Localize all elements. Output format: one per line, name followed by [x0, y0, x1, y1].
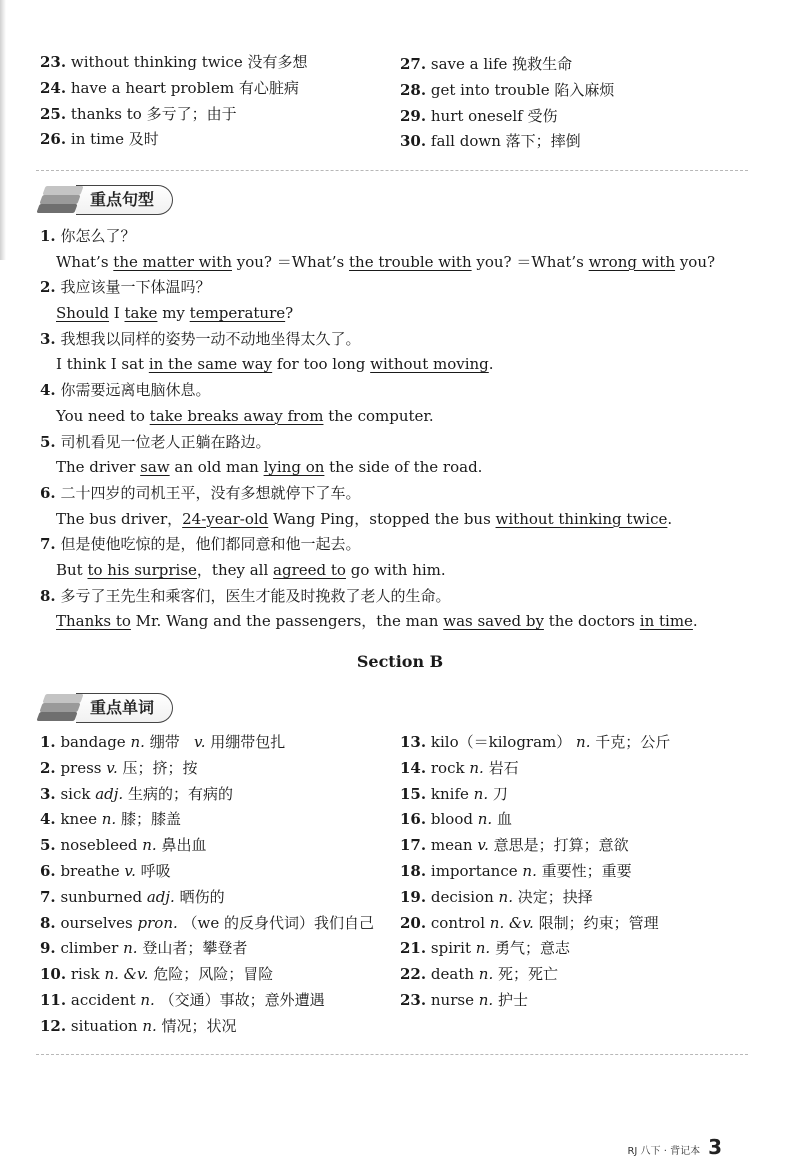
- item-number: 10.: [40, 965, 67, 984]
- word: situation: [70, 1016, 138, 1035]
- item-number: 13.: [400, 733, 427, 751]
- answer-underlined: in time: [639, 612, 693, 631]
- part-of-speech: pron.: [137, 913, 178, 932]
- meaning: 鼻出血: [161, 836, 207, 855]
- answer-underlined: the matter with: [113, 252, 232, 271]
- phrase-item: [400, 104, 760, 130]
- section-title: Section B: [356, 652, 444, 671]
- phrase-text: save a life 挽救生命: [430, 55, 573, 73]
- word: breathe: [60, 861, 120, 880]
- chinese-text: 你需要远离电脑休息。: [60, 381, 211, 400]
- item-number: 6.: [40, 861, 56, 880]
- part-of-speech: adj.: [146, 887, 175, 906]
- word-item: [40, 807, 400, 833]
- part-of-speech: n.: [140, 990, 155, 1009]
- meaning: 压；挤；按: [122, 758, 198, 777]
- chinese-text: 我应该量一下体温吗？: [60, 278, 211, 297]
- heading-label: 重点句型: [76, 185, 173, 215]
- part-of-speech: n.: [475, 939, 491, 958]
- item-number: 9.: [40, 939, 56, 958]
- sentence-english: [40, 250, 760, 276]
- chinese-text: 二十四岁的司机王平，没有多想就停下了车。: [60, 483, 361, 502]
- part-of-speech: n.: [473, 784, 489, 803]
- phrase-text: without thinking twice 没有多想: [70, 53, 308, 71]
- meaning: （we 的反身代词）我们自己: [182, 913, 375, 932]
- answer-underlined: without thinking twice: [495, 509, 668, 528]
- sentence-chinese: [40, 275, 760, 301]
- chinese-text: 司机看见一位老人正躺在路边。: [60, 432, 271, 451]
- word: knee: [60, 810, 97, 829]
- answer-underlined: in the same way: [148, 355, 273, 374]
- answer-underlined: Thanks to: [56, 612, 131, 631]
- item-number: 23.: [40, 53, 67, 71]
- phrase-item: [40, 76, 400, 102]
- word-item: [400, 807, 760, 833]
- phrase-list: [40, 50, 760, 155]
- word: mean: [430, 836, 473, 855]
- sentence-text: my: [157, 304, 190, 323]
- item-number: 21.: [400, 939, 427, 958]
- answer-underlined: lying on: [263, 458, 325, 477]
- answer-underlined: temperature: [189, 304, 286, 323]
- word-item: [40, 911, 400, 937]
- word-item: [40, 782, 400, 808]
- phrase-text: have a heart problem 有心脏病: [70, 78, 299, 97]
- item-number: 2.: [40, 758, 56, 777]
- phrase-text: fall down 落下；摔倒: [430, 132, 581, 151]
- meaning: 生病的；有病的: [127, 784, 233, 803]
- meaning: 绷带: [149, 733, 180, 751]
- sentence-chinese: [40, 430, 760, 456]
- item-number: 4.: [40, 810, 56, 829]
- item-number: 15.: [400, 784, 427, 803]
- word-item: [400, 962, 760, 988]
- item-number: 5.: [40, 836, 56, 855]
- item-number: 5.: [40, 432, 56, 451]
- sentence-text: Wang Ping，stopped the bus: [268, 509, 496, 528]
- item-number: 25.: [40, 104, 67, 123]
- word: death: [430, 965, 475, 984]
- part-of-speech: v.: [477, 836, 489, 855]
- item-number: 30.: [400, 132, 427, 151]
- chinese-text: 你怎么了？: [60, 227, 136, 245]
- answer-underlined: take breaks away from: [149, 406, 324, 425]
- sentence-text: I: [109, 304, 125, 323]
- word: rock: [430, 758, 465, 777]
- item-number: 11.: [40, 990, 67, 1009]
- word-item: [400, 988, 760, 1014]
- meaning: 护士: [497, 990, 528, 1009]
- word-list: [40, 730, 760, 1040]
- sentence-english: [40, 609, 760, 635]
- part-of-speech: n.: [123, 939, 138, 958]
- meaning: 意思是；打算；意欲: [493, 836, 629, 855]
- item-number: 28.: [400, 80, 427, 99]
- word: sunburned: [60, 887, 143, 906]
- part-of-speech: n.: [522, 861, 537, 880]
- word-item: [400, 911, 760, 937]
- sentence-text: But: [56, 560, 88, 579]
- item-number: 3.: [40, 784, 56, 803]
- word: importance: [430, 861, 518, 880]
- part-of-speech: n.: [478, 990, 494, 1009]
- word: press: [60, 758, 102, 777]
- phrase-item: [40, 102, 400, 128]
- sentence-english: [40, 507, 760, 533]
- heading-key-sentences: [36, 182, 173, 218]
- word: blood: [430, 810, 473, 829]
- word: kilo（＝kilogram）: [430, 733, 572, 751]
- part-of-speech: n.: [469, 758, 484, 777]
- sentence-text: I think I sat: [56, 355, 149, 374]
- part-of-speech: n.: [498, 887, 513, 906]
- part-of-speech: n.: [576, 733, 591, 751]
- sentence-text: The driver: [56, 458, 141, 477]
- word: bandage: [60, 733, 126, 751]
- item-number: 18.: [400, 861, 427, 880]
- sentence-text: The bus driver，: [56, 509, 183, 528]
- item-number: 16.: [400, 810, 427, 829]
- word: nosebleed: [60, 836, 138, 855]
- word: risk: [70, 965, 100, 984]
- sentence-english: [40, 301, 760, 327]
- sentence-text: you? ＝What’s: [232, 252, 350, 271]
- item-number: 20.: [400, 913, 427, 932]
- item-number: 4.: [40, 381, 56, 400]
- item-number: 7.: [40, 887, 56, 906]
- word-column-left: [40, 730, 400, 1040]
- phrase-item: [400, 52, 760, 78]
- word-item: [400, 782, 760, 808]
- item-number: 8.: [40, 586, 56, 605]
- item-number: 2.: [40, 278, 56, 297]
- meaning: 重要性；重要: [541, 861, 632, 880]
- meaning: （交通）事故；意外遭遇: [159, 990, 325, 1009]
- meaning: 死；死亡: [498, 965, 559, 984]
- part-of-speech: v.: [124, 861, 136, 880]
- item-number: 14.: [400, 758, 427, 777]
- meaning: 登山者；攀登者: [142, 939, 248, 958]
- sentence-text: the doctors: [543, 612, 640, 631]
- item-number: 12.: [40, 1016, 67, 1035]
- word-item: [400, 730, 760, 756]
- answer-underlined: 24-year-old: [182, 509, 269, 528]
- sentence-english: [40, 352, 760, 378]
- word-item: [40, 936, 400, 962]
- item-number: 26.: [40, 130, 67, 149]
- sentence-text: for too long: [272, 355, 371, 374]
- word: accident: [70, 990, 136, 1009]
- sentence-list: [40, 224, 760, 635]
- meaning: 刀: [492, 784, 508, 803]
- sentence-text: you?: [675, 252, 716, 271]
- meaning: 呼吸: [140, 861, 171, 880]
- sentence-text: You need to: [56, 406, 150, 425]
- sentence-text: .: [667, 509, 673, 528]
- item-number: 8.: [40, 913, 56, 932]
- phrase-item: [40, 127, 400, 153]
- phrase-item: [40, 50, 400, 76]
- word-item: [400, 859, 760, 885]
- answer-underlined: without moving: [370, 355, 489, 374]
- answer-underlined: wrong with: [588, 252, 676, 271]
- part-of-speech: n.: [101, 810, 117, 829]
- part-of-speech: v.: [106, 758, 118, 777]
- chinese-text: 我想我以同样的姿势一动不动地坐得太久了。: [60, 329, 361, 348]
- books-icon: [36, 692, 80, 724]
- phrase-item: [400, 78, 760, 104]
- page-number: 3: [708, 1135, 722, 1159]
- phrase-text: hurt oneself 受伤: [430, 106, 558, 125]
- meaning: 岩石: [488, 758, 519, 777]
- heading-key-words: [36, 690, 173, 726]
- word-item: [400, 756, 760, 782]
- meaning: 危险；风险；冒险: [153, 965, 274, 984]
- part-of-speech: n.: [142, 1016, 157, 1035]
- footer-label: RJ 八下 · 背记本: [627, 1146, 701, 1157]
- word-item: [40, 833, 400, 859]
- item-number: 29.: [400, 106, 427, 125]
- meaning: 情况；状况: [161, 1016, 237, 1035]
- word: climber: [60, 939, 119, 958]
- phrase-item: [400, 129, 760, 155]
- answer-underlined: the trouble with: [349, 252, 472, 271]
- word-item: [40, 962, 400, 988]
- answer-underlined: Should: [56, 304, 110, 323]
- part-of-speech: n. &v.: [104, 965, 149, 984]
- sentence-text: Mr. Wang and the passengers，the man: [130, 612, 444, 631]
- word-item: [40, 885, 400, 911]
- sentence-text: ，they all: [196, 560, 274, 579]
- word: ourselves: [60, 913, 133, 932]
- part-of-speech: n.: [477, 810, 493, 829]
- word-item: [40, 1014, 400, 1040]
- sentence-chinese: [40, 327, 760, 353]
- meaning: 晒伤的: [179, 887, 225, 906]
- sentence-chinese: [40, 532, 760, 558]
- answer-underlined: to his surprise: [87, 560, 197, 579]
- sentence-chinese: [40, 481, 760, 507]
- answer-underlined: agreed to: [273, 560, 346, 579]
- phrase-text: in time 及时: [70, 130, 159, 149]
- sentence-english: [40, 455, 760, 481]
- phrase-column-left: [40, 50, 400, 155]
- sentence-chinese: [40, 584, 760, 610]
- meaning: 千克；公斤: [595, 733, 671, 751]
- answer-underlined: was saved by: [443, 612, 544, 631]
- sentence-english: [40, 404, 760, 430]
- word-item: [40, 756, 400, 782]
- meaning: 用绷带包扎: [210, 733, 286, 751]
- word-item: [400, 833, 760, 859]
- phrase-text: thanks to 多亏了；由于: [70, 104, 237, 123]
- word: spirit: [430, 939, 471, 958]
- sentence-text: the computer.: [323, 406, 434, 425]
- heading-label: 重点单词: [76, 693, 173, 723]
- word-item: [40, 730, 400, 756]
- books-icon: [36, 184, 80, 216]
- divider: [36, 170, 748, 171]
- item-number: 7.: [40, 535, 56, 554]
- part-of-speech: n.: [478, 965, 494, 984]
- item-number: 24.: [40, 78, 67, 97]
- part-of-speech: n.: [130, 733, 145, 751]
- meaning: 血: [496, 810, 512, 829]
- meaning: 勇气；意志: [494, 939, 570, 958]
- item-number: 3.: [40, 329, 56, 348]
- word: control: [430, 913, 486, 932]
- phrase-text: get into trouble 陷入麻烦: [430, 80, 615, 99]
- divider: [36, 1054, 748, 1055]
- part-of-speech: adj.: [95, 784, 124, 803]
- meaning: 膝；膝盖: [120, 810, 181, 829]
- item-number: 6.: [40, 483, 56, 502]
- meaning: 决定；抉择: [517, 887, 593, 906]
- word: sick: [60, 784, 91, 803]
- meaning: 限制；约束；管理: [538, 913, 659, 932]
- answer-underlined: saw: [140, 458, 170, 477]
- chinese-text: 多亏了王先生和乘客们，医生才能及时挽救了老人的生命。: [60, 586, 451, 605]
- sentence-text: an old man: [169, 458, 264, 477]
- word-item: [400, 885, 760, 911]
- sentence-text: .: [692, 612, 698, 631]
- sentence-chinese: [40, 378, 760, 404]
- part-of-speech: n. &v.: [489, 913, 534, 932]
- word: knife: [430, 784, 469, 803]
- answer-underlined: take: [124, 304, 158, 323]
- item-number: 1.: [40, 227, 56, 245]
- word: nurse: [430, 990, 474, 1009]
- item-number: 19.: [400, 887, 427, 906]
- word-item: [400, 936, 760, 962]
- sentence-english: [40, 558, 760, 584]
- item-number: 23.: [400, 990, 427, 1009]
- sentence-text: .: [488, 355, 494, 374]
- word-column-right: [400, 730, 760, 1040]
- item-number: 27.: [400, 55, 427, 73]
- page-edge-shadow: [0, 0, 6, 260]
- sentence-text: go with him.: [345, 560, 446, 579]
- sentence-text: ?: [285, 304, 294, 323]
- sentence-text: the side of the road.: [324, 458, 483, 477]
- sentence-chinese: [40, 224, 760, 250]
- word: decision: [430, 887, 494, 906]
- item-number: 17.: [400, 836, 427, 855]
- part-of-speech: n.: [142, 836, 157, 855]
- word-item: [40, 988, 400, 1014]
- item-number: 22.: [400, 965, 427, 984]
- item-number: 1.: [40, 733, 56, 751]
- chinese-text: 但是使他吃惊的是，他们都同意和他一起去。: [60, 535, 361, 554]
- part-of-speech: v.: [194, 733, 206, 751]
- page-footer: [627, 1135, 722, 1159]
- word-item: [40, 859, 400, 885]
- sentence-text: What’s: [56, 252, 114, 271]
- sentence-text: you? ＝What’s: [471, 252, 589, 271]
- phrase-column-right: [400, 50, 760, 155]
